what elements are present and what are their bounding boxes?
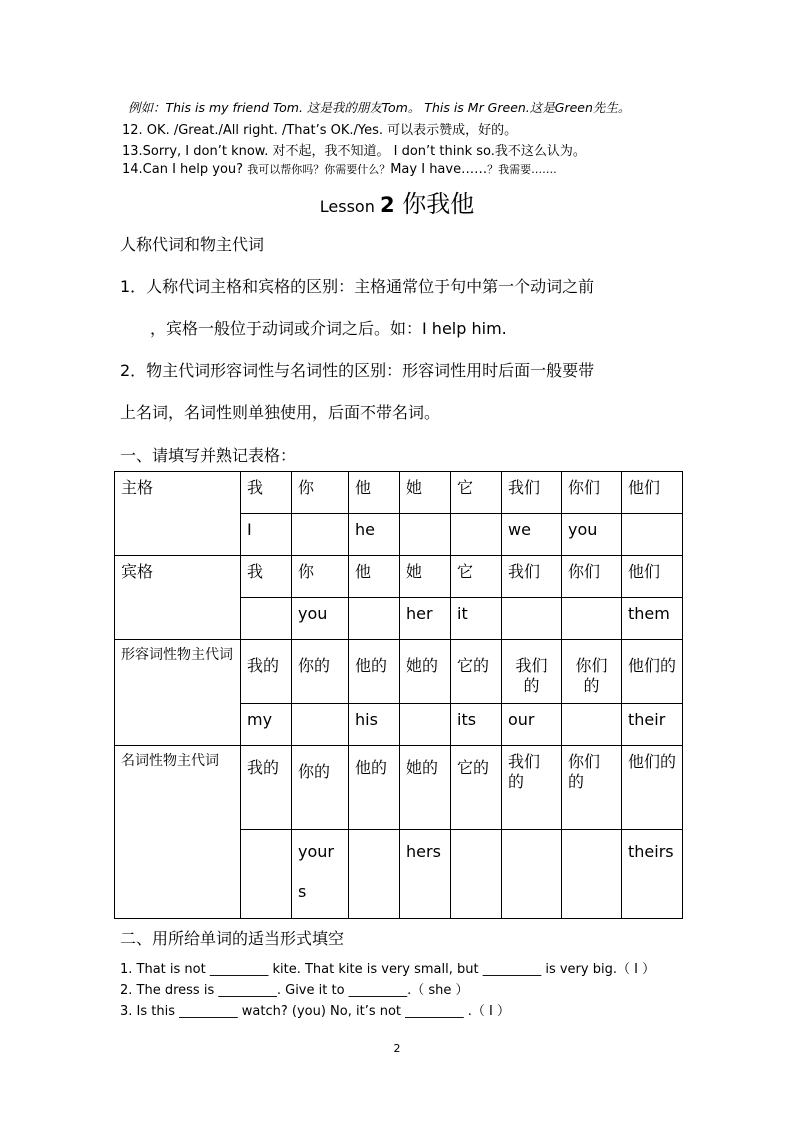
table-cell: 你们的 <box>562 640 622 704</box>
table-cell <box>502 598 562 640</box>
table-cell: 我 <box>241 556 292 598</box>
table-cell <box>451 830 502 919</box>
question-2: 2. The dress is _________. Give it to _________.（ she ） <box>120 983 469 998</box>
table-cell: 我们 <box>502 556 562 598</box>
table-cell: 你们 <box>562 556 622 598</box>
section-heading: 人称代词和物主代词 <box>120 235 265 254</box>
table-cell <box>502 830 562 919</box>
item-14-part-a: 14.Can I help you? <box>122 162 248 177</box>
table-cell: 你 <box>292 556 349 598</box>
item-14-part-b: 我可以帮你吗？你需要什么？ <box>247 163 391 176</box>
table-cell: 我们的 <box>502 746 562 830</box>
table-cell: my <box>241 704 292 746</box>
lesson-number: 2 <box>379 193 395 217</box>
point-2-line-2: 上名词，名词性则单独使用，后面不带名词。 <box>120 403 441 422</box>
table-cell: I <box>241 514 292 556</box>
question-1: 1. That is not _________ kite. That kite is very small, but _________ is very big.（ I ） <box>120 962 656 977</box>
table-cell: 她的 <box>400 746 451 830</box>
table-cell <box>241 830 292 919</box>
table-cell: we <box>502 514 562 556</box>
table-cell <box>562 830 622 919</box>
item-14-part-d: ？我需要……. <box>487 163 557 176</box>
table-cell: you <box>562 514 622 556</box>
point-1-line-1: 1．人称代词主格和宾格的区别：主格通常位于句中第一个动词之前 <box>120 277 595 296</box>
table-cell: yours <box>292 830 349 919</box>
table-cell: 他们 <box>622 472 683 514</box>
item-14-part-c: May I have…… <box>390 162 488 177</box>
table-cell: them <box>622 598 683 640</box>
table-cell: 你们 <box>562 472 622 514</box>
table-cell: 你们的 <box>562 746 622 830</box>
table-cell: 她 <box>400 472 451 514</box>
table-cell <box>622 514 683 556</box>
noun-cn-row <box>115 746 683 830</box>
table-cell: 它的 <box>451 746 502 830</box>
object-label: 宾格 <box>115 556 241 640</box>
table-cell <box>292 704 349 746</box>
table-cell <box>562 704 622 746</box>
table-cell: 他们的 <box>622 640 683 704</box>
table-cell: 他的 <box>349 640 400 704</box>
table-cell: his <box>349 704 400 746</box>
exercise-1-heading: 一、请填写并熟记表格： <box>120 446 297 465</box>
object-cn-row <box>115 556 683 598</box>
item-12: 12. OK. /Great./All right. /That’s OK./Yes. 可以表示赞成，好的。 <box>122 123 518 138</box>
table-cell: hers <box>400 830 451 919</box>
page-number: 2 <box>393 1042 401 1055</box>
adj-cn-row <box>115 640 683 704</box>
table-cell: 你 <box>292 472 349 514</box>
table-cell: 我的 <box>241 640 292 704</box>
table-cell: 我的 <box>241 746 292 830</box>
question-3: 3. Is this _________ watch? (you) No, it’s not _________ .（ I ） <box>120 1004 511 1019</box>
table-cell <box>562 598 622 640</box>
table-cell: theirs <box>622 830 683 919</box>
table-cell: 她的 <box>400 640 451 704</box>
lesson-word: Lesson <box>319 197 380 216</box>
table-cell: 他的 <box>349 746 400 830</box>
table-cell: 他们的 <box>622 746 683 830</box>
table-cell: you <box>292 598 349 640</box>
table-cell: their <box>622 704 683 746</box>
table-cell: 它的 <box>451 640 502 704</box>
table-cell: it <box>451 598 502 640</box>
subject-label: 主格 <box>115 472 241 556</box>
table-cell: 你的 <box>292 746 349 830</box>
exercise-2-heading: 二、用所给单词的适当形式填空 <box>120 929 345 948</box>
table-cell: 他 <box>349 472 400 514</box>
lesson-title <box>0 184 794 219</box>
table-cell: 她 <box>400 556 451 598</box>
table-cell <box>400 704 451 746</box>
table-cell: 我 <box>241 472 292 514</box>
pronoun-table <box>114 471 683 919</box>
table-cell <box>292 514 349 556</box>
table-cell: 我们的 <box>502 640 562 704</box>
example-line: 例如：This is my friend Tom. 这是我的朋友Tom。 This is Mr Green.这是Green先生。 <box>128 100 631 115</box>
table-cell: 他 <box>349 556 400 598</box>
table-cell: its <box>451 704 502 746</box>
table-cell: 他们 <box>622 556 683 598</box>
table-cell <box>400 514 451 556</box>
lesson-title-cn: 你我他 <box>394 190 475 218</box>
table-cell <box>349 598 400 640</box>
table-cell: our <box>502 704 562 746</box>
table-cell: 它 <box>451 472 502 514</box>
table-cell: 它 <box>451 556 502 598</box>
table-cell <box>451 514 502 556</box>
item-14 <box>122 161 557 177</box>
adj-label: 形容词性物主代词 <box>115 640 241 746</box>
table-cell: 我们 <box>502 472 562 514</box>
subject-cn-row <box>115 472 683 514</box>
table-cell <box>241 598 292 640</box>
item-13: 13.Sorry, I don’t know. 对不起，我不知道。 I don’t think so.我不这么认为。 <box>122 144 586 159</box>
table-cell <box>349 830 400 919</box>
table-cell: he <box>349 514 400 556</box>
point-2-line-1: 2．物主代词形容词性与名词性的区别：形容词性用时后面一般要带 <box>120 361 595 380</box>
noun-label: 名词性物主代词 <box>115 746 241 919</box>
table-cell: her <box>400 598 451 640</box>
table-cell: 你的 <box>292 640 349 704</box>
point-1-line-2: ，宾格一般位于动词或介词之后。如：I help him. <box>150 319 507 338</box>
